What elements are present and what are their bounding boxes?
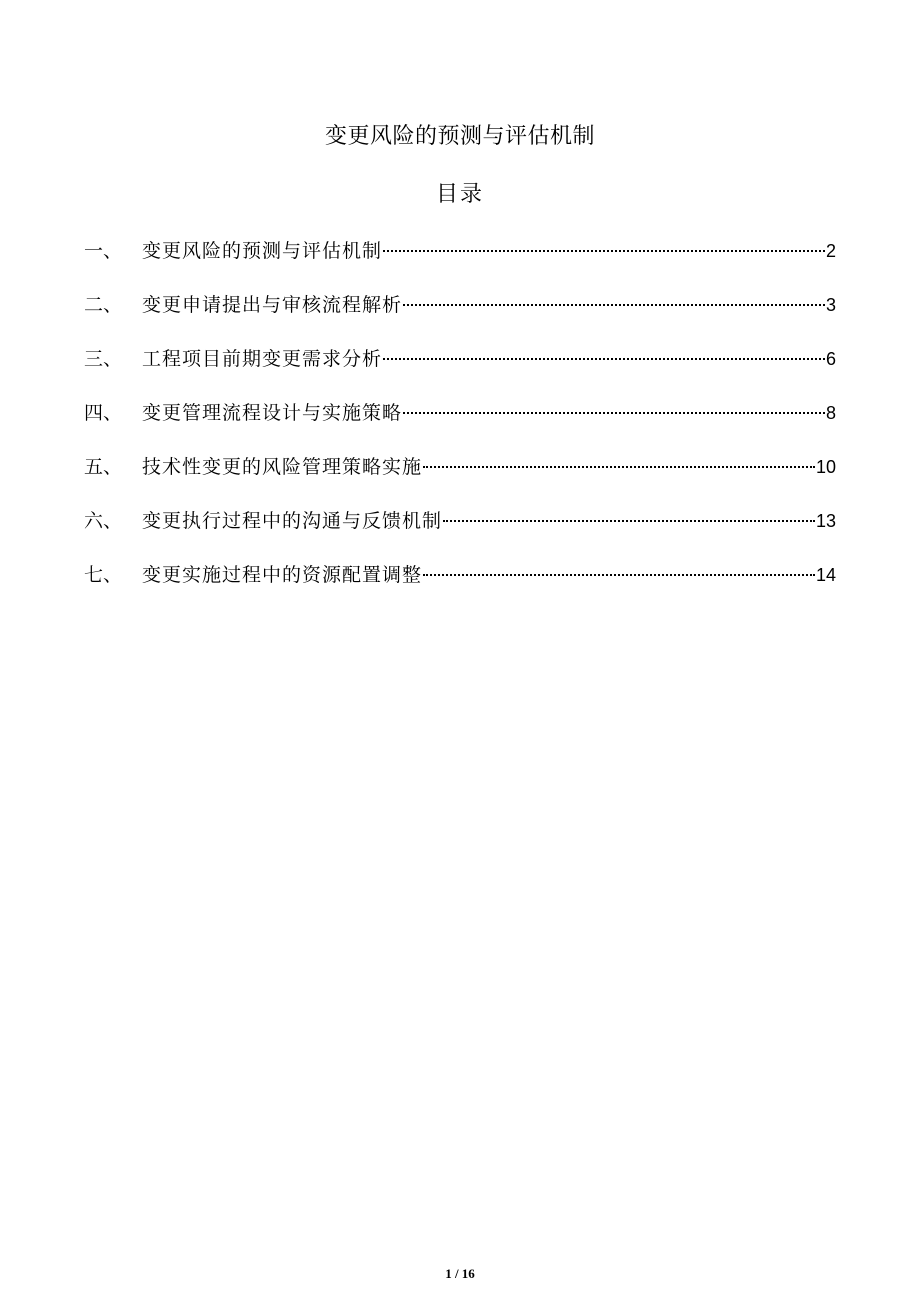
toc-heading: 目录 <box>435 182 484 207</box>
document-title: 变更风险的预测与评估机制 <box>324 124 595 149</box>
toc-entry-number: 六、 <box>84 510 123 532</box>
toc-entry[interactable] <box>84 288 836 342</box>
toc-dot-leader <box>443 520 815 522</box>
toc-entry[interactable] <box>84 558 836 612</box>
toc-entry-page: 8 <box>825 403 836 423</box>
toc-entry-number: 五、 <box>84 456 123 478</box>
toc-entry-page: 14 <box>815 565 836 585</box>
toc-entry-number: 四、 <box>84 402 123 424</box>
toc-entry-number: 二、 <box>84 294 123 316</box>
toc-entry-title: 工程项目前期变更需求分析 <box>142 348 383 370</box>
toc-entry[interactable] <box>84 504 836 558</box>
toc-entry-title: 变更风险的预测与评估机制 <box>142 240 383 262</box>
toc-dot-leader <box>383 250 825 252</box>
toc-entry-number: 三、 <box>84 348 123 370</box>
toc-entry-title: 变更实施过程中的资源配置调整 <box>142 564 423 586</box>
toc-entry-page: 3 <box>825 295 836 315</box>
toc-entry-number: 七、 <box>84 564 123 586</box>
table-of-contents <box>84 234 836 612</box>
page-number-footer: 1 / 16 <box>445 1266 475 1281</box>
toc-entry[interactable] <box>84 234 836 288</box>
toc-dot-leader <box>423 574 815 576</box>
toc-entry-title: 变更执行过程中的沟通与反馈机制 <box>142 510 443 532</box>
toc-entry-page: 6 <box>825 349 836 369</box>
toc-dot-leader <box>403 412 825 414</box>
toc-dot-leader <box>423 466 815 468</box>
toc-dot-leader <box>383 358 825 360</box>
toc-entry-number: 一、 <box>84 240 123 262</box>
toc-entry[interactable] <box>84 396 836 450</box>
toc-entry-page: 10 <box>815 457 836 477</box>
toc-entry-title: 变更管理流程设计与实施策略 <box>142 402 403 424</box>
toc-entry[interactable] <box>84 450 836 504</box>
toc-entry[interactable] <box>84 342 836 396</box>
toc-entry-page: 13 <box>815 511 836 531</box>
toc-dot-leader <box>403 304 825 306</box>
toc-entry-title: 变更申请提出与审核流程解析 <box>142 294 403 316</box>
toc-entry-page: 2 <box>825 241 836 261</box>
toc-entry-title: 技术性变更的风险管理策略实施 <box>142 456 423 478</box>
